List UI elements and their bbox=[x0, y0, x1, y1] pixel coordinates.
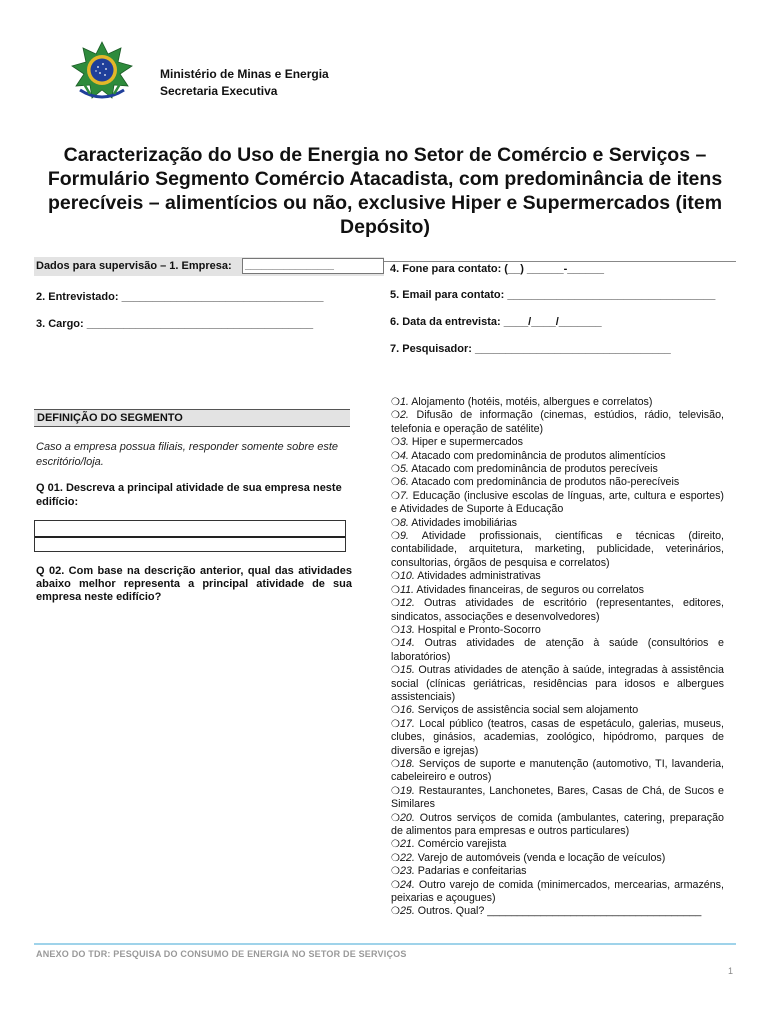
activity-option[interactable] bbox=[391, 530, 724, 570]
option-number: 13. bbox=[399, 623, 415, 636]
radio-icon[interactable]: ❍ bbox=[391, 665, 400, 677]
header bbox=[160, 66, 329, 100]
email-field[interactable]: 5. Email para contato: __________________________________ bbox=[390, 289, 716, 301]
option-label: Padarias e confeitarias bbox=[414, 865, 527, 878]
option-number: 2. bbox=[399, 409, 409, 422]
option-number: 8. bbox=[399, 516, 409, 529]
option-number: 3. bbox=[399, 436, 409, 449]
activity-option[interactable] bbox=[391, 879, 724, 906]
activity-option[interactable] bbox=[391, 624, 724, 637]
activity-option[interactable] bbox=[391, 637, 724, 664]
radio-icon[interactable]: ❍ bbox=[391, 812, 400, 824]
radio-icon[interactable]: ❍ bbox=[391, 866, 400, 878]
radio-icon[interactable]: ❍ bbox=[391, 879, 400, 891]
option-number: 12. bbox=[399, 597, 415, 610]
option-number: 19. bbox=[399, 784, 415, 797]
activity-option[interactable] bbox=[391, 597, 724, 624]
activity-option[interactable] bbox=[391, 463, 724, 476]
answer-divider bbox=[35, 536, 345, 538]
option-label: Outras atividades de atenção à saúde, integradas à assistência social (clínicas geriátricas, residências para idosos e albergues assistenciais) bbox=[391, 664, 724, 703]
activity-option[interactable] bbox=[391, 812, 724, 839]
option-label: Educação (inclusive escolas de línguas, arte, cultura e esportes) e Atividades de Suporte à Educação bbox=[391, 489, 724, 516]
activity-option[interactable] bbox=[391, 838, 724, 851]
radio-icon[interactable]: ❍ bbox=[391, 517, 400, 529]
radio-icon[interactable]: ❍ bbox=[391, 852, 400, 864]
footer-text: ANEXO DO TDR: PESQUISA DO CONSUMO DE ENERGIA NO SETOR DE SERVIÇOS bbox=[36, 949, 407, 959]
option-number: 17. bbox=[399, 717, 415, 730]
secretariat-name: Secretaria Executiva bbox=[160, 84, 278, 98]
radio-icon[interactable]: ❍ bbox=[391, 410, 400, 422]
option-label: Atividades financeiras, de seguros ou correlatos bbox=[414, 583, 644, 596]
option-number: 25. bbox=[399, 905, 415, 918]
phone-field[interactable]: 4. Fone para contato: (__) ______-______ bbox=[390, 263, 604, 275]
option-label: Hospital e Pronto-Socorro bbox=[414, 623, 541, 636]
option-label: Atacado com predominância de produtos perecíveis bbox=[408, 463, 658, 476]
option-label: Comércio varejista bbox=[414, 838, 507, 851]
option-number: 6. bbox=[399, 476, 409, 489]
divider bbox=[384, 261, 736, 262]
radio-icon[interactable]: ❍ bbox=[391, 584, 400, 596]
question-2: Q 02. Com base na descrição anterior, qual das atividades abaixo melhor representa a principal atividade de sua empresa neste edifício? bbox=[36, 565, 352, 603]
option-label: Difusão de informação (cinemas, estúdios, rádio, televisão, telefonia e operação de satélite) bbox=[391, 409, 724, 435]
company-field[interactable]: ________________ bbox=[242, 258, 384, 274]
option-label: Serviços de suporte e manutenção (automotivo, TI, lavanderia, cabeleireiro e outros) bbox=[391, 757, 724, 784]
option-label: Atividades administrativas bbox=[414, 570, 541, 583]
option-label: Serviços de assistência social sem alojamento bbox=[414, 704, 639, 717]
segment-heading: DEFINIÇÃO DO SEGMENTO bbox=[34, 409, 350, 427]
interviewee-field[interactable]: 2. Entrevistado: _________________________________ bbox=[36, 291, 324, 303]
question-1: Q 01. Descreva a principal atividade de sua empresa neste edifício: bbox=[36, 482, 342, 508]
activity-options-list bbox=[391, 396, 724, 919]
activity-option[interactable] bbox=[391, 664, 724, 704]
interview-date-field[interactable]: 6. Data da entrevista: ____/____/_______ bbox=[390, 316, 602, 328]
position-field[interactable]: 3. Cargo: _____________________________________ bbox=[36, 318, 314, 330]
option-number: 10. bbox=[399, 570, 415, 583]
option-number: 24. bbox=[399, 878, 415, 891]
supervision-label: Dados para supervisão – 1. Empresa: bbox=[36, 260, 232, 272]
activity-option[interactable] bbox=[391, 570, 724, 583]
radio-icon[interactable]: ❍ bbox=[391, 598, 400, 610]
radio-icon[interactable]: ❍ bbox=[391, 705, 400, 717]
option-number: 5. bbox=[399, 463, 409, 476]
option-number: 22. bbox=[399, 851, 415, 864]
activity-option[interactable] bbox=[391, 865, 724, 878]
activity-option[interactable] bbox=[391, 517, 724, 530]
radio-icon[interactable]: ❍ bbox=[391, 624, 400, 636]
radio-icon[interactable]: ❍ bbox=[391, 785, 400, 797]
option-number: 11. bbox=[399, 583, 415, 596]
option-label: Outros. Qual? ____________________________________ bbox=[414, 905, 702, 918]
activity-option[interactable] bbox=[391, 785, 724, 812]
radio-icon[interactable]: ❍ bbox=[391, 450, 400, 462]
option-label: Outros serviços de comida (ambulantes, catering, preparação de alimentos para empresas e outros particulares) bbox=[391, 811, 724, 837]
activity-option[interactable] bbox=[391, 584, 724, 597]
option-number: 4. bbox=[399, 449, 409, 462]
option-label: Hiper e supermercados bbox=[408, 436, 523, 449]
footer-rule bbox=[34, 943, 736, 945]
researcher-field[interactable]: 7. Pesquisador: ________________________________ bbox=[390, 343, 671, 355]
activity-option[interactable] bbox=[391, 718, 724, 758]
document-title: Caracterização do Uso de Energia no Setor de Comércio e Serviços – Formulário Segmento Comércio Atacadista, com predominância de itens perecíveis – alimentícios ou não, exclusive Hiper e Supermercados (item Depósito) bbox=[47, 144, 723, 238]
option-label: Outro varejo de comida (minimercados, mercearias, armazéns, peixarias e açougues) bbox=[391, 878, 724, 905]
option-number: 9. bbox=[399, 530, 409, 543]
option-number: 7. bbox=[399, 489, 409, 502]
option-label: Restaurantes, Lanchonetes, Bares, Casas de Chá, de Sucos e Similares bbox=[391, 784, 724, 811]
ministry-name: Ministério de Minas e Energia bbox=[160, 67, 329, 81]
option-number: 14. bbox=[399, 637, 415, 650]
option-number: 23. bbox=[399, 865, 415, 878]
radio-icon[interactable]: ❍ bbox=[391, 571, 400, 583]
radio-icon[interactable]: ❍ bbox=[391, 397, 400, 408]
supervision-bar bbox=[34, 257, 384, 276]
option-label: Atacado com predominância de produtos alimentícios bbox=[408, 449, 666, 462]
option-label: Local público (teatros, casas de espetáculo, galerias, museus, clubes, ginásios, academias, zoológico, hipódromo, parques de diversão e igrejas) bbox=[391, 717, 724, 757]
radio-icon[interactable]: ❍ bbox=[391, 531, 400, 543]
option-number: 20. bbox=[399, 811, 415, 824]
option-number: 1. bbox=[399, 396, 409, 408]
q1-answer-box[interactable] bbox=[34, 520, 346, 552]
activity-option[interactable] bbox=[391, 490, 724, 517]
radio-icon[interactable]: ❍ bbox=[391, 477, 400, 489]
option-label: Atividade profissionais, científicas e técnicas (direito, contabilidade, arquitetura, marketing, publicidade, veterinários, consultorias, órgãos de pesquisa e correlatos) bbox=[391, 530, 724, 569]
activity-option[interactable] bbox=[391, 476, 724, 489]
activity-option[interactable] bbox=[391, 450, 724, 463]
radio-icon[interactable]: ❍ bbox=[391, 758, 400, 770]
radio-icon[interactable]: ❍ bbox=[391, 437, 400, 449]
option-label: Varejo de automóveis (venda e locação de veículos) bbox=[414, 851, 666, 864]
radio-icon[interactable]: ❍ bbox=[391, 718, 400, 730]
option-number: 16. bbox=[399, 704, 415, 717]
option-label: Atividades imobiliárias bbox=[408, 516, 518, 529]
branch-note: Caso a empresa possua filiais, responder somente sobre este escritório/loja. bbox=[36, 441, 339, 468]
activity-option[interactable] bbox=[391, 704, 724, 717]
radio-icon[interactable]: ❍ bbox=[391, 490, 400, 502]
option-label: Atacado com predominância de produtos não-perecíveis bbox=[408, 476, 680, 489]
radio-icon[interactable]: ❍ bbox=[391, 906, 400, 918]
option-number: 18. bbox=[399, 757, 415, 770]
page-number: 1 bbox=[728, 966, 734, 976]
option-number: 15. bbox=[399, 664, 415, 677]
activity-option[interactable] bbox=[391, 436, 724, 449]
activity-option[interactable] bbox=[391, 905, 724, 918]
activity-option[interactable] bbox=[391, 409, 724, 436]
radio-icon[interactable]: ❍ bbox=[391, 464, 400, 476]
option-number: 21. bbox=[399, 838, 415, 851]
option-label: Outras atividades de escritório (representantes, editores, sindicatos, associações e desenvolvedores) bbox=[391, 597, 724, 623]
option-label: Outras atividades de atenção à saúde (consultórios e laboratórios) bbox=[391, 637, 724, 663]
option-label: Alojamento (hotéis, motéis, albergues e correlatos) bbox=[408, 396, 653, 408]
radio-icon[interactable]: ❍ bbox=[391, 638, 400, 650]
activity-option[interactable] bbox=[391, 396, 724, 409]
activity-option[interactable] bbox=[391, 758, 724, 785]
activity-option[interactable] bbox=[391, 852, 724, 865]
coat-of-arms-logo bbox=[70, 40, 134, 104]
radio-icon[interactable]: ❍ bbox=[391, 839, 400, 851]
